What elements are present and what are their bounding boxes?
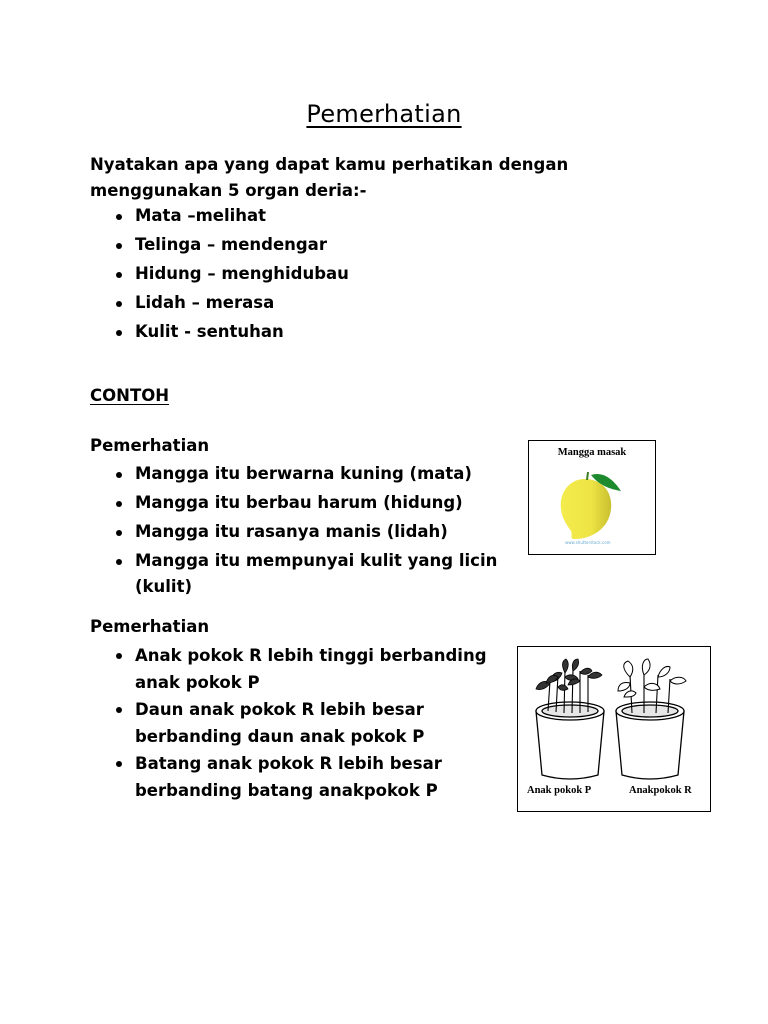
- list-item: Lidah – merasa: [90, 290, 510, 319]
- seedlings-figure: [517, 646, 711, 812]
- list-item: Daun anak pokok R lebih besar berbanding daun anak pokok P: [90, 696, 520, 750]
- list-item: Mata –melihat: [90, 203, 510, 232]
- plant-observation-list: [90, 642, 520, 804]
- observation-heading-1: Pemerhatian: [90, 436, 210, 455]
- mango-figure: [528, 440, 656, 555]
- example-heading: CONTOH: [90, 386, 170, 405]
- intro-text: Nyatakan apa yang dapat kamu perhatikan dengan menggunakan 5 organ deria:-: [90, 155, 569, 200]
- page-title: Pemerhatian: [306, 100, 462, 128]
- list-item: Hidung – menghidubau: [90, 261, 510, 290]
- mango-icon: [551, 465, 631, 545]
- list-item: Batang anak pokok R lebih besar berbanding batang anakpokok P: [90, 750, 520, 804]
- list-item: Mangga itu mempunyai kulit yang licin (kulit): [90, 548, 530, 577]
- list-item: Mangga itu rasanya manis (lidah): [90, 519, 530, 548]
- senses-list: [90, 203, 510, 348]
- mango-caption: Mangga masak: [557, 447, 627, 458]
- seedling-p-caption: Anak pokok P: [527, 785, 592, 796]
- list-item: Mangga itu berbau harum (hidung): [90, 490, 530, 519]
- list-item: Kulit - sentuhan: [90, 319, 510, 348]
- mango-observation-list: [90, 461, 530, 596]
- observation-heading-2: Pemerhatian: [90, 617, 210, 636]
- list-item: Telinga – mendengar: [90, 232, 510, 261]
- list-item: Anak pokok R lebih tinggi berbanding anak pokok P: [90, 642, 520, 696]
- svg-text:www.shutterstock.com: www.shutterstock.com: [565, 540, 611, 545]
- seedling-r-caption: Anakpokok R: [629, 785, 692, 796]
- list-item: Mangga itu berwarna kuning (mata): [90, 461, 530, 490]
